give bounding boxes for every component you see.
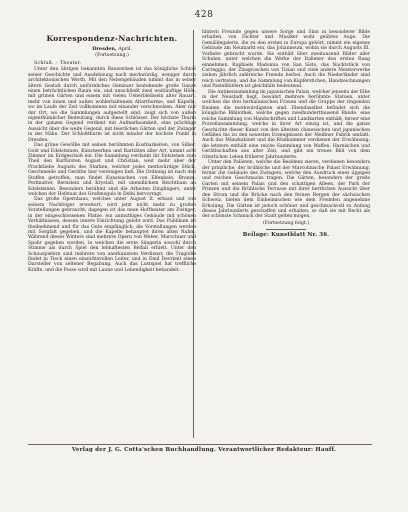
article-paragraph: Unter den übrigen bekannten Bauwerken ist das königliche Schloß seiner Geschichte und Ausdehnung nach merkwürdig, weniger durch architektonischen Werth. Mit den Nebengebäuden nimmt das in seiner ältern Gestalt durch unförmliches Gemäuer bestehende große Ganze einen beträchtlichen Raum ein, und umschließt zwei weitläuftige Höfe, mit grünen Gärten und einem mit vielen Ueberbleibseln alter Bauart, mehr von innen und außen wohlerhaltenem Altarthurme, und Kapelle, wo im Laufe der Zeit vollkommen mit einander verschmolzen. Aber nur der Ort, wo die Sammlungen aufgestellt sind, zeigt sich von außen eigenthümlicher Bedeutung, durch diese Schlösser. Der höchste Thurm in der ganzen Gegend verdient mit Aufmerksamkeit, eine prächtige Aussicht über die weite Gegend, mit feierlichen Gärten und der Zwinger in der Nähe. Der Schloßthurm ist nicht minder der höchste Punkt in Dresden. (28, 67, 196, 143)
article-paragraph: Das große Opernhaus, welches unter August II. erbaut und von seinem Nachfolger erweitert, wird jetzt nicht mehr zu großen Vorstellungen gebraucht; dagegen ist das neue Hoftheater am Zwinger, in der eingeschlossenen Platze, ein anmuthiges Gebäude mit schönen Verhältnissen, dessen innere Einrichtung gelobt wird. Das Publikum ist theilnehmend und für das Gute empfänglich; die Vorstellungen werden mit Sorgfalt gegeben, und die Kapelle behauptet ihren alten Ruhm. Während dieses Winters sind mehrere Opern von Weber, Marschner und Spohr gegeben worden, in welchen die erste Sängerin sowohl durch Stimme als durch Spiel den lebhaftesten Beifall erhielt. Unter den Schauspielern sind mehrere von anerkanntem Verdienst; die Tragödie findet in Tieck einen einsichtsvollen Leiter, und in Emil Devrient einen Darsteller von seltener Begabung. Auch das Lustspiel hat treffliche Kräfte, und die Posse wird mit Laune und Lebendigkeit behandelt. (28, 197, 196, 273)
left-column (28, 34, 196, 273)
page-number: 428 (194, 10, 214, 20)
article-paragraph: hintern Freunde gegen unsere Sorge und Sinn in besonderer Bilde erhalten, von Dichter und Musiker wohl geübtes Auge. Die Gemäldegalerie, die zu den ersten in Europa gehört, nimmt ein eigenes Gebäude am Neumarkt ein, das Johanneum, wohin sie durch Augusts III. Vorliebe gebracht wurde. Sie enthält über zweitausend Bilder aller Schulen, unter welchen die Werke der Italiener den ersten Rang einnehmen. Raphaels Madonna von San Sisto, das Nachtstück von Correggio, der Zinsgroschen von Tizian und viele andere Meisterwerke ziehen jährlich zahlreiche Fremde herbei. Auch die Niederländer sind reich vertreten, und die Sammlung von Kupferstichen, Handzeichnungen und Pastellbildern ist gleichfalls bedeutend. (202, 30, 370, 90)
short-rule (266, 229, 306, 230)
dateline (28, 47, 196, 52)
continuation-note-end: (Fortsetzung folgt.) (262, 220, 310, 226)
section-heading: Korrespondenz-Nachrichten. (46, 34, 178, 43)
dateline-date: April. (118, 46, 132, 52)
imprint-footer: Verlag der J. G. Cotta'schen Buchhandlung. Verantwortlicher Redakteur: Hauff. (71, 447, 337, 453)
article-paragraph: Die Antikensammlung im japanischen Palais, welcher jenseits der Elbe in der Neustadt liegt, bewahrt mehrere berühmte Statuen, unter welchen die drei herkulanischen Frauen und die Gruppe der ringenden Knaben die merkwürdigsten sind. Ebendaselbst befindet sich die königliche Bibliothek, welche gegen zweihunderttausend Bände, eine reiche Sammlung von Handschriften und Landkarten enthält; ferner eine Porzellansammlung, welche in ihrer Art einzig ist, und die ganze Geschichte dieser Kunst von den ältesten chinesischen und japanischen Gefäßen bis zu den neuesten Erzeugnissen der Meißner Fabrik umfaßt. Auch das Münzkabinet und die Rüstkammer verdienen der Erwähnung; die letztere enthält eine reiche Sammlung von Waffen, Harnischen und Geräthschaften aus alter Zeit, und gibt ein treues Bild von dem ritterlichen Leben früherer Jahrhunderte. (202, 89, 370, 160)
right-column (202, 30, 370, 239)
supplement-note: Beilage: Kunstblatt Nr. 36. (242, 232, 330, 239)
footer-rule (28, 444, 372, 445)
continuation-note: (Fortsetzung.) (95, 53, 129, 59)
dateline-city: Dresden, (92, 46, 117, 52)
subheading: Schluß. – Theater. (34, 60, 82, 66)
article-paragraph: Unter den Palästen, welche die Residenz zieren, verdienen besonders der prinzliche, der brühlsche und der Marcolinische Palast Erwähnung, ferner die Gebäude des Zwingers, welche den Ausdruck eines üppigen und reichen Geschmacks tragen. Die Gärten, besonders der große Garten mit seinem Palais und den schattigen Alleen, der Park der Prinzen und die Brühlsche Terrasse mit ihrer herrlichen Aussicht über den Strom und die Brücke nach den fernen Bergen der sächsischen Schweiz, bieten dem Einheimischen wie dem Fremden angenehme Erholung. Die Gärten ist jedoch schöner und geschmackvoll zu Anfang dieses Jahrhunderts geschaffen und erhalten, so daß sie mit Recht als der schönste Schmuck der Stadt gelten mögen. (202, 160, 370, 220)
article-paragraph: Das grüne Gewölbe mit seinen berühmten Kostbarkeiten, von Silber, Gold und Edelsteinen, Kunstwerken und Raritäten aller Art, nimmt acht Zimmer im Erdgeschoß ein. Die Sammlung verdankt ihr Entstehen zum Theil den Kurfürsten August und Christian, weit mehr aber der Prachtliebe Augusts des Starken, welcher jedes merkwürdige Stück, Geschmeide und Geräthe hier vereinigen ließ. Die Ordnung ist nach den Stoffen getroffen; man findet Kunstsachen von Elfenbein, Bronze, Perlmutter, Bernstein und Krystall, mit unendlichem Reichthum an Edelsteinen. Besonders berühmt sind die Arbeiten Dinglingers, unter welchen der Hofstaat des Großmoguls in Delhi hervorragt. (28, 143, 196, 197)
